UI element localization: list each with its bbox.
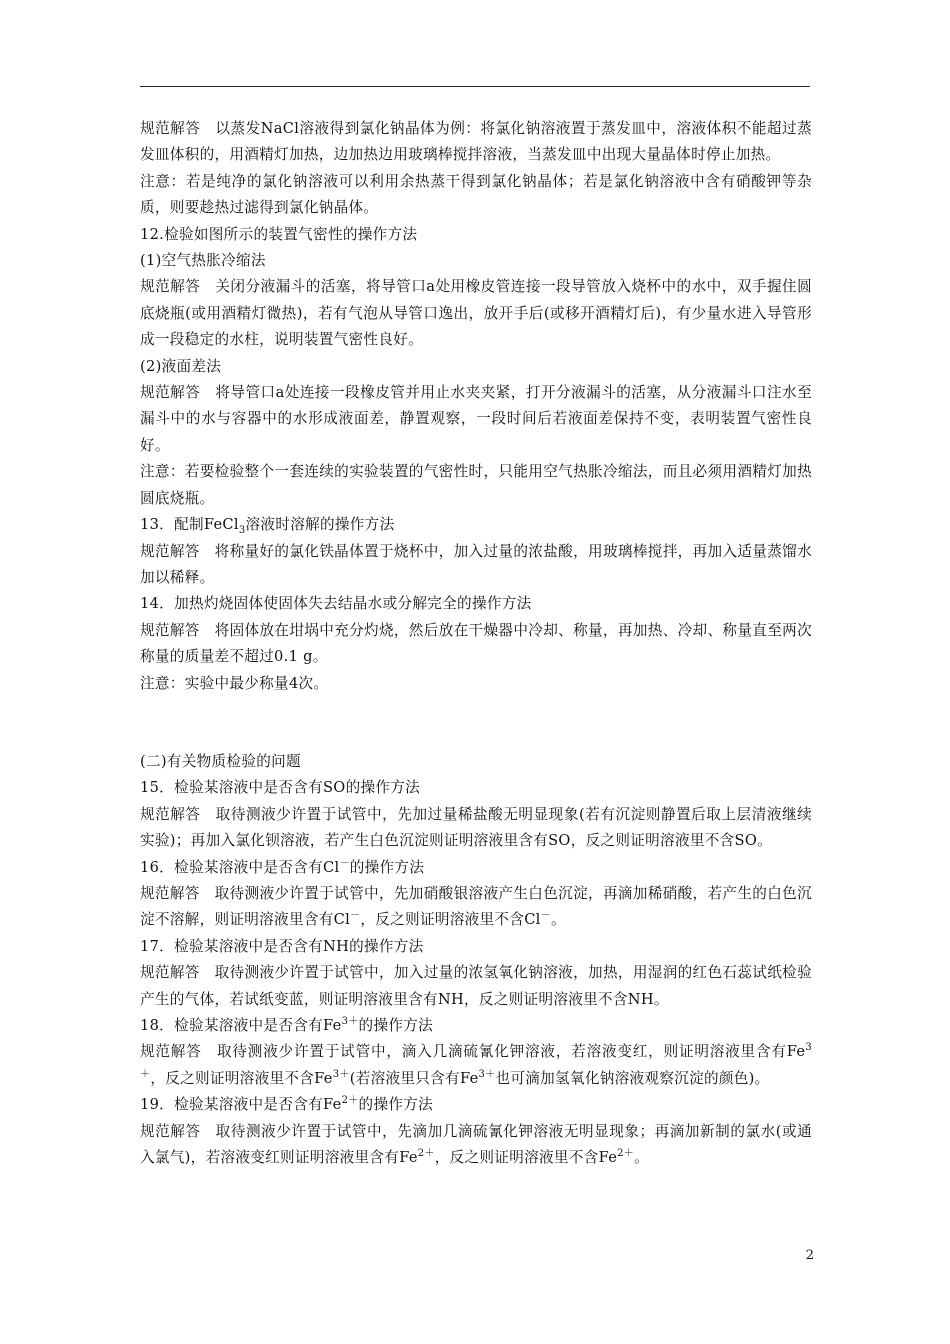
- header-rule: [140, 86, 810, 87]
- paragraph-item-15-answer: 规范解答 取待测液少许置于试管中，先加过量稀盐酸无明显现象(若有沉淀则静置后取上层清液继续实验)；再加入氯化钡溶液，若产生白色沉淀则证明溶液里含有SO，反之则证明溶液里不含SO。: [140, 805, 812, 850]
- paragraph-item-13-answer: 规范解答 将称量好的氯化铁晶体置于烧杯中，加入过量的浓盐酸，用玻璃棒搅拌，再加入适量蒸馏水加以稀释。: [140, 542, 812, 586]
- heading-item-18: 18．检验某溶液中是否含有$Fe^{3+}$的操作方法: [140, 1016, 434, 1034]
- paragraph-thermal-answer: 规范解答 关闭分液漏斗的活塞，将导管口a处用橡皮管连接一段导管放入烧杯中的水中，双手握住圆底烧瓶(或用酒精灯微热)，若有气泡从导管口逸出，放开手后(或移开酒精灯后)，有少量水进入导管形成一段稳定的水柱，说明装置气密性良好。: [140, 278, 812, 349]
- paragraph-evaporation-note: 注意：若是纯净的氯化钠溶液可以利用余热蒸干得到氯化钠晶体；若是氯化钠溶液中含有硝酸钾等杂质，则要趁热过滤得到氯化钠晶体。: [140, 172, 812, 217]
- page-number: 2: [805, 1248, 814, 1263]
- document-body: [140, 116, 812, 1171]
- heading-item-14: 14．加热灼烧固体使固体失去结晶水或分解完全的操作方法: [140, 595, 532, 613]
- paragraph-item-19-answer: 规范解答 取待测液少许置于试管中，先滴加几滴硫氰化钾溶液无明显现象；再滴加新制的氯水(或通入氯气)，若溶液变红则证明溶液里含有$Fe^{2+}$，反之则证明溶液里不含$Fe^{2+}$。: [140, 1122, 812, 1167]
- subheading-thermal-method: (1)空气热胀冷缩法: [140, 252, 266, 270]
- paragraph-item-18-answer: 规范解答 取待测液少许置于试管中，滴入几滴硫氰化钾溶液，若溶液变红，则证明溶液里含有$Fe^{3+}$，反之则证明溶液里不含$Fe^{3+}$(若溶液里只含有$Fe^{3+}$也可滴加氢氧化钠溶液观察沉淀的颜色)。: [140, 1042, 812, 1087]
- paragraph-item-17-answer: 规范解答 取待测液少许置于试管中，加入过量的浓氢氧化钠溶液，加热，用湿润的红色石蕊试纸检验产生的气体，若试纸变蓝，则证明溶液里含有NH，反之则证明溶液里不含NH。: [140, 964, 812, 1008]
- paragraph-airtightness-note: 注意：若要检验整个一套连续的实验装置的气密性时，只能用空气热胀冷缩法，而且必须用酒精灯加热圆底烧瓶。: [140, 463, 812, 507]
- heading-item-16: 16．检验某溶液中是否含有Cl－的操作方法: [140, 857, 425, 876]
- paragraph-item-16-answer: 规范解答 取待测液少许置于试管中，先加硝酸银溶液产生白色沉淀，再滴加稀硝酸，若产生的白色沉淀不溶解，则证明溶液里含有Cl－，反之则证明溶液里不含Cl－。: [140, 884, 812, 929]
- paragraph-level-difference-answer: 规范解答 将导管口a处连接一段橡皮管并用止水夹夹紧，打开分液漏斗的活塞，从分液漏斗口注水至漏斗中的水与容器中的水形成液面差，静置观察，一段时间后若液面差保持不变，表明装置气密性良好。: [140, 384, 812, 454]
- section-heading-substance-detection: (二)有关物质检验的问题: [140, 752, 301, 770]
- heading-item-15: 15．检验某溶液中是否含有SO的操作方法: [140, 779, 421, 797]
- subheading-level-difference-method: (2)液面差法: [140, 357, 222, 375]
- heading-item-12: 12.检验如图所示的装置气密性的操作方法: [140, 225, 418, 243]
- section-gap: [140, 697, 812, 749]
- heading-item-19: 19．检验某溶液中是否含有$Fe^{2+}$的操作方法: [140, 1095, 434, 1114]
- paragraph-item-14-note: 注意：实验中最少称量4次。: [140, 674, 329, 692]
- heading-item-17: 17．检验某溶液中是否含有NH的操作方法: [140, 937, 424, 955]
- paragraph-item-14-answer: 规范解答 将固体放在坩埚中充分灼烧，然后放在干燥器中冷却、称量，再加热、冷却、称量直至两次称量的质量差不超过0.1 g。: [140, 621, 812, 666]
- heading-item-13: 13．配制FeCl$_3$溶液时溶解的操作方法: [140, 516, 395, 536]
- paragraph-evaporation-answer: 规范解答 以蒸发NaCl溶液得到氯化钠晶体为例：将氯化钠溶液置于蒸发皿中，溶液体积不能超过蒸发皿体积的，用酒精灯加热，边加热边用玻璃棒搅拌溶液，当蒸发皿中出现大量晶体时停止加热。: [140, 120, 812, 164]
